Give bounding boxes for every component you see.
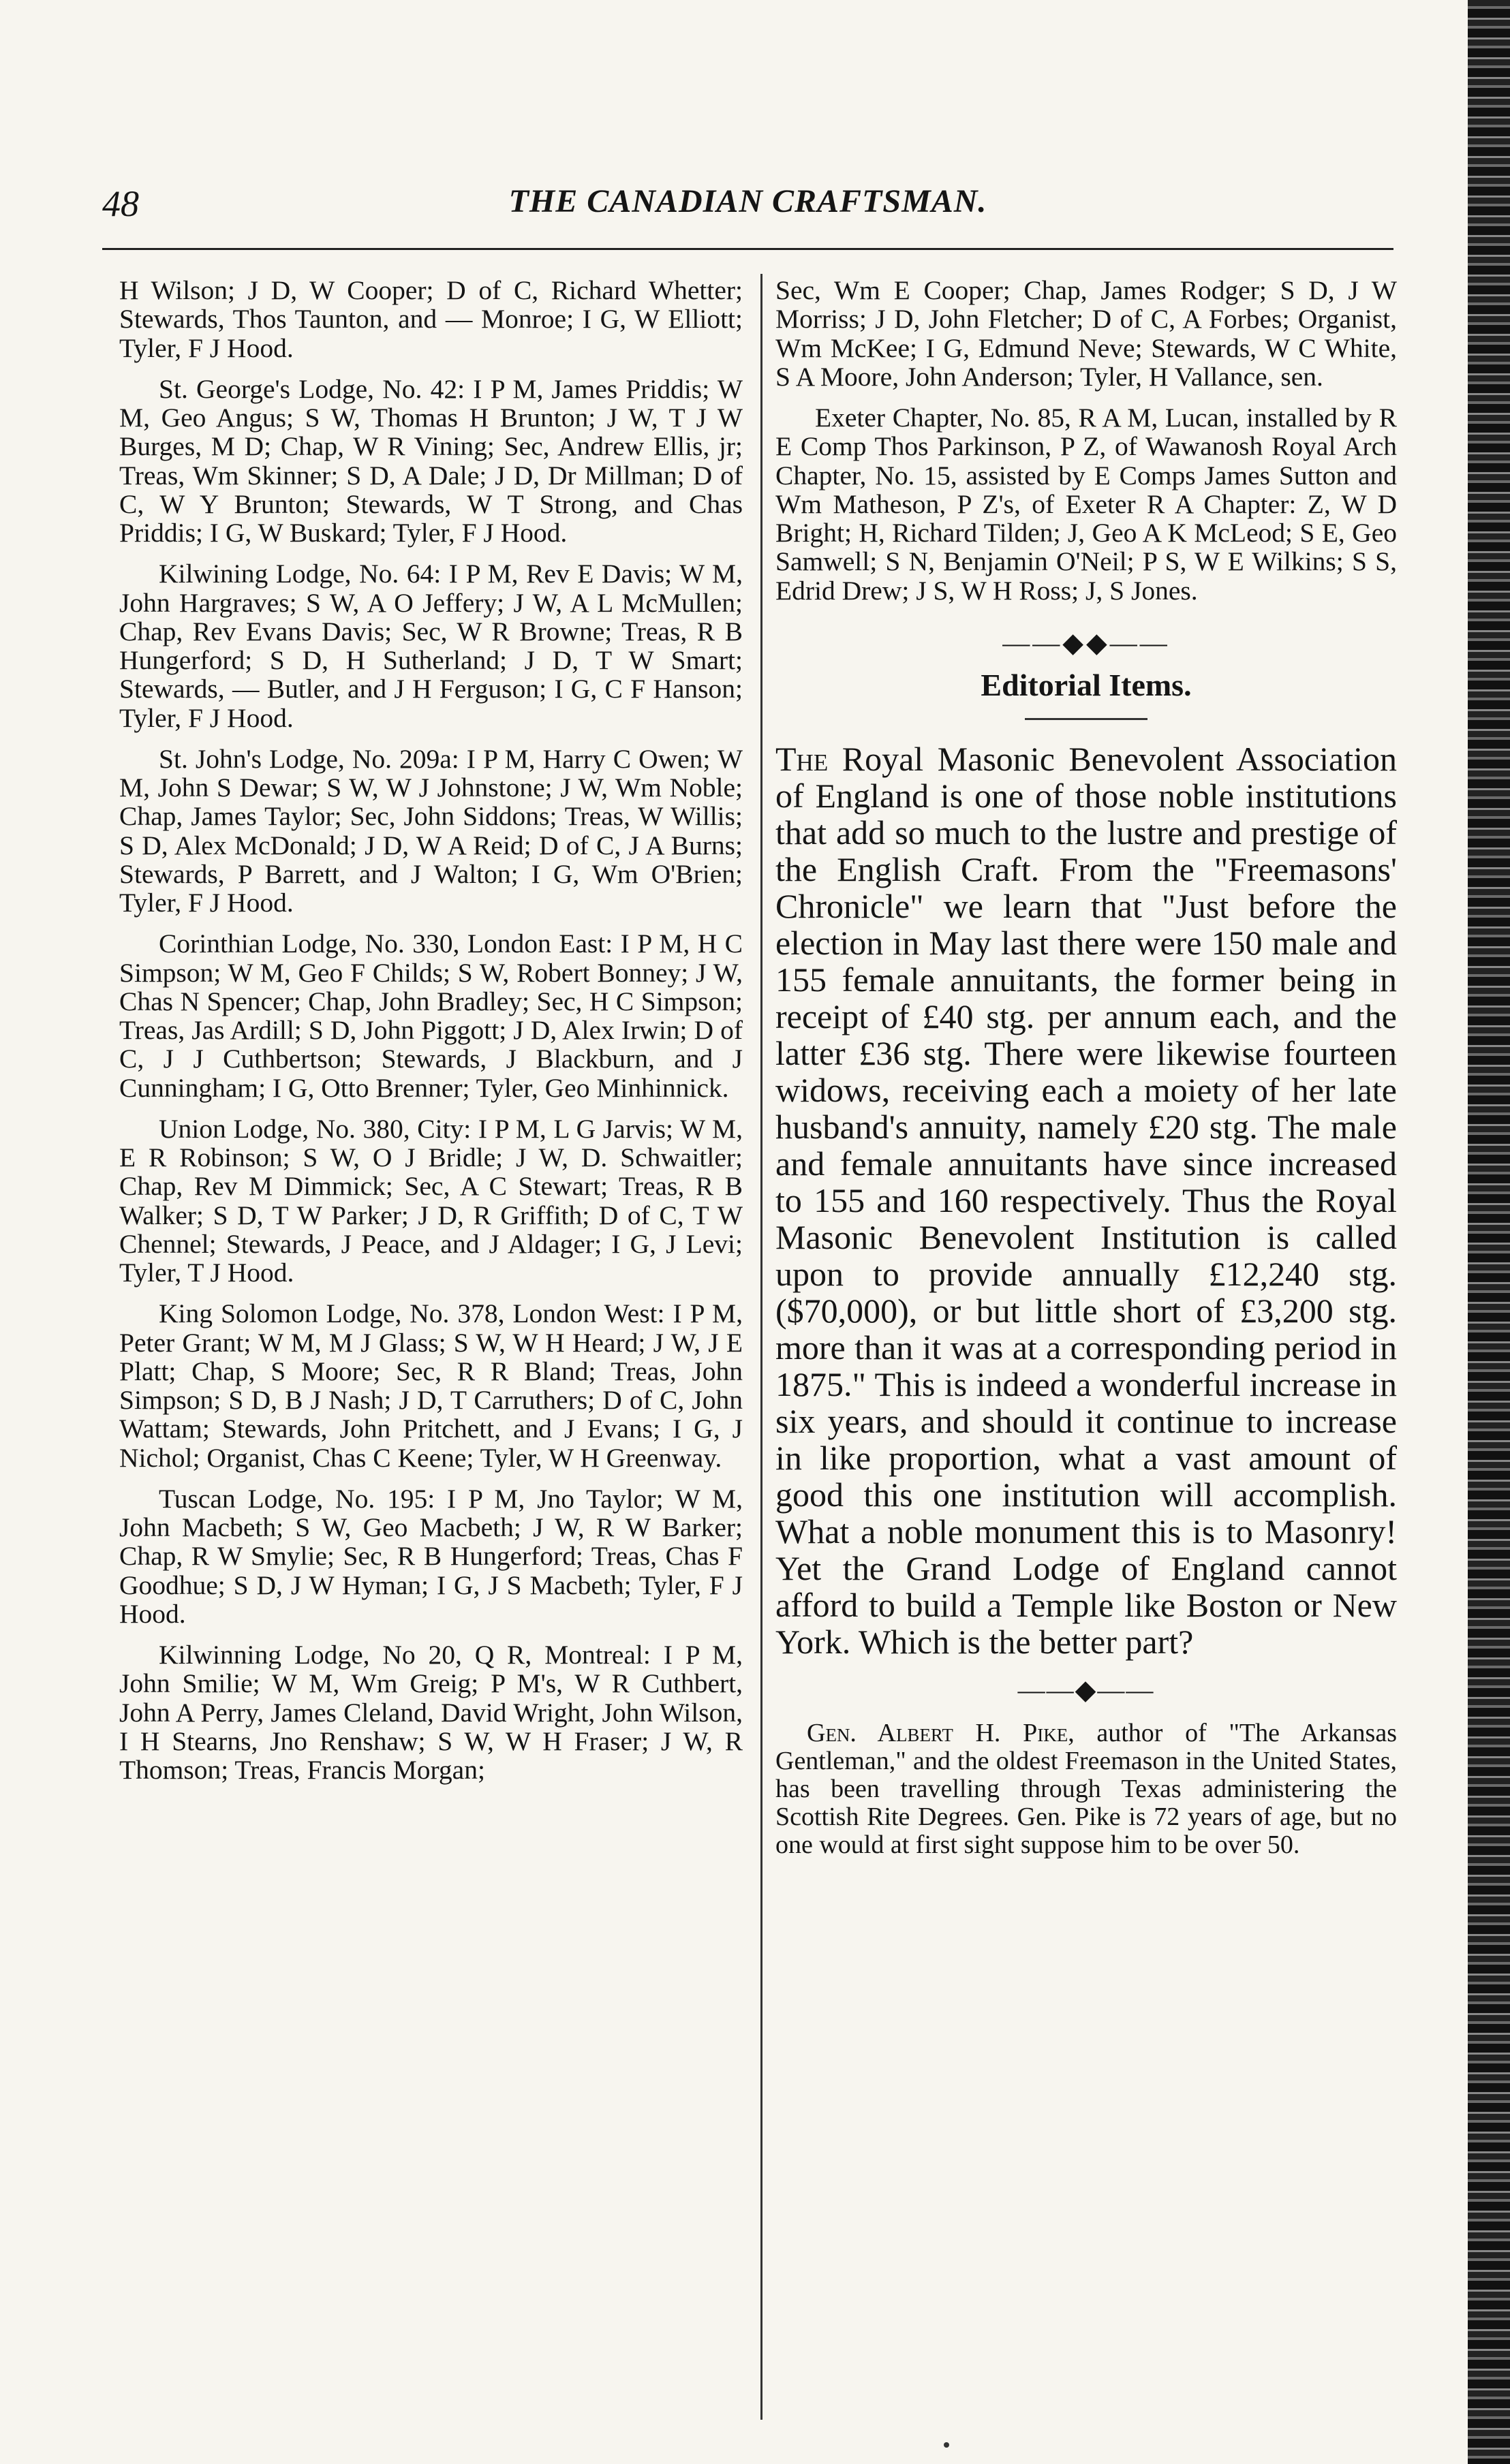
page-edge-binding [1468,0,1510,2464]
note-text: author of "The Arkansas Gentleman," and the oldest Freemason in the United States, has been travelling through Texas administering the Scottish Rite Degrees. Gen. Pike is 72 years of age, but no one would at first sight suppose him to be over 50. [775,1718,1397,1859]
paragraph: Kilwining Lodge, No. 64: I P M, Rev E Davis; W M, John Hargraves; S W, A O Jeffery; J W, A L McMullen; Chap, Rev Evans Davis; Sec, W R Browne; Treas, R B Hungerford; S D, H Sutherland; J D, T W Smart; Stewards, — Butler, and J H Ferguson; I G, C F Hanson; Tyler, F J Hood. [119,559,743,733]
note-paragraph [775,1719,1397,1859]
editorial-paragraph [775,740,1397,1660]
running-title: THE CANADIAN CRAFTSMAN. [508,183,987,219]
paragraph: St. John's Lodge, No. 209a: I P M, Harry C Owen; W M, John S Dewar; S W, W J Johnstone; J W, Wm Noble; Chap, James Taylor; Sec, John Siddons; Treas, W Willis; S D, Alex McDonald; J D, W A Reid; D of C, J A Burns; Stewards, P Barrett, and J Walton; I G, Wm O'Brien; Tyler, F J Hood. [119,743,743,918]
note-name: Gen. Albert H. Pike, [807,1718,1075,1747]
section-title: Editorial Items. [981,667,1192,702]
lead-text: Royal Masonic Benevolent Association of England is one of those noble institutions that add so much to the lustre and prestige of the English Craft. From the "Freemasons' Chronicle" we learn that "Just before the election in May last there were 150 male and 155 female annuitants, the former being in receipt of £40 stg. per annum each, and the latter £36 stg. There were likewise fourteen widows, receiving each a moiety of her late husband's annuity, namely £20 stg. The male and female annuitants have since increased to 155 and 160 respectively. Thus the Royal Masonic Benevolent Institution is called upon to provide annually £12,240 stg. ($70,000), or but little short of £3,200 stg. more than it was at a corresponding period in 1875." This is indeed a wonderful increase in six years, and should it continue to increase in like proportion, what a vast amount of good this one institution will accomplish. What a noble monument this is to Masonry! Yet the Grand Lodge of England cannot afford to build a Temple like Boston or New York. Which is the better part? [775,739,1397,1661]
page-number: 48 [102,183,139,224]
title-rule [1025,718,1147,720]
paragraph: Exeter Chapter, No. 85, R A M, Lucan, installed by R E Comp Thos Parkinson, P Z, of Wawanosh Royal Arch Chapter, No. 15, assisted by E Comps James Sutton and Wm Matheson, P Z's, of Exeter R A Chapter: Z, W D Bright; H, Richard Tilden; J, Geo A K McLeod; S E, Geo Samwell; S N, Benjamin O'Neil; P S, W E Wilkins; S S, Edrid Drew; J S, W H Ross; J, S Jones. [775,403,1397,606]
paragraph: Kilwinning Lodge, No 20, Q R, Montreal: I P M, John Smilie; W M, Wm Greig; P M's, W R Cuthbert, John A Perry, James Cleland, David Wright, John Wilson, I H Stearns, Jno Renshaw; S W, W H Fraser; J W, R Thomson; Treas, Francis Morgan; [119,1640,743,1785]
right-column [775,276,1397,1859]
paragraph: King Solomon Lodge, No. 378, London West: I P M, Peter Grant; W M, M J Glass; S W, W H Heard; J W, J E Platt; Chap, S Moore; Sec, R R Bland; Treas, John Simpson; S D, B J Nash; J D, T Carruthers; D of C, John Wattam; Stewards, John Pritchett, and J Evans; I G, J Nichol; Organist, Chas C Keene; Tyler, W H Greenway. [119,1298,743,1473]
paragraph: H Wilson; J D, W Cooper; D of C, Richard Whetter; Stewards, Thos Taunton, and — Monroe; I G, W Elliott; Tyler, F J Hood. [119,275,743,363]
section-ornament: ——◆◆—— [1002,627,1170,658]
paragraph: Union Lodge, No. 380, City: I P M, L G Jarvis; W M, E R Robinson; S W, O J Bridle; J W, D. Schwaitler; Chap, Rev M Dimmick; Sec, A C Stewart; Treas, R B Walker; S D, T W Parker; J D, R Griffith; D of C, T W Chennel; Stewards, J Peace, and J Aldager; I G, J Levi; Tyler, T J Hood. [119,1113,743,1288]
page-header [102,183,1393,223]
paragraph: Corinthian Lodge, No. 330, London East: I P M, H C Simpson; W M, Geo F Childs; S W, Robert Bonney; J W, Chas N Spencer; Chap, John Bradley; Sec, H C Simpson; Treas, Jas Ardill; S D, John Piggott; J D, Alex Irwin; D of C, J J Cuthbertson; Stewards, J Blackburn, and J Cunningham; I G, Otto Brenner; Tyler, Geo Minhinnick. [119,929,743,1103]
print-mark [944,2442,949,2448]
paragraph: St. George's Lodge, No. 42: I P M, James Priddis; W M, Geo Angus; S W, Thomas H Brunton; J W, T J W Burges, M D; Chap, W R Vining; Sec, Andrew Ellis, jr; Treas, Wm Skinner; S D, A Dale; J D, Dr Millman; D of C, W Y Brunton; Stewards, W T Strong, and Chas Priddis; I G, W Buskard; Tyler, F J Hood. [119,373,743,548]
divider-ornament: ——◆—— [1017,1674,1155,1705]
header-rule [102,248,1393,250]
column-divider [760,274,762,2420]
left-column [119,276,743,1784]
lead-word: The [775,739,829,778]
paragraph: Tuscan Lodge, No. 195: I P M, Jno Taylor; W M, John Macbeth; S W, Geo Macbeth; J W, R W Barker; Chap, R W Smylie; Sec, R B Hungerford; Treas, Chas F Goodhue; S D, J W Hyman; I G, J S Macbeth; Tyler, F J Hood. [119,1483,743,1629]
paragraph: Sec, Wm E Cooper; Chap, James Rodger; S D, J W Morriss; J D, John Fletcher; D of C, A Forbes; Organist, Wm McKee; I G, Edmund Neve; Stewards, W C White, S A Moore, John Anderson; Tyler, H Vallance, sen. [775,275,1397,392]
